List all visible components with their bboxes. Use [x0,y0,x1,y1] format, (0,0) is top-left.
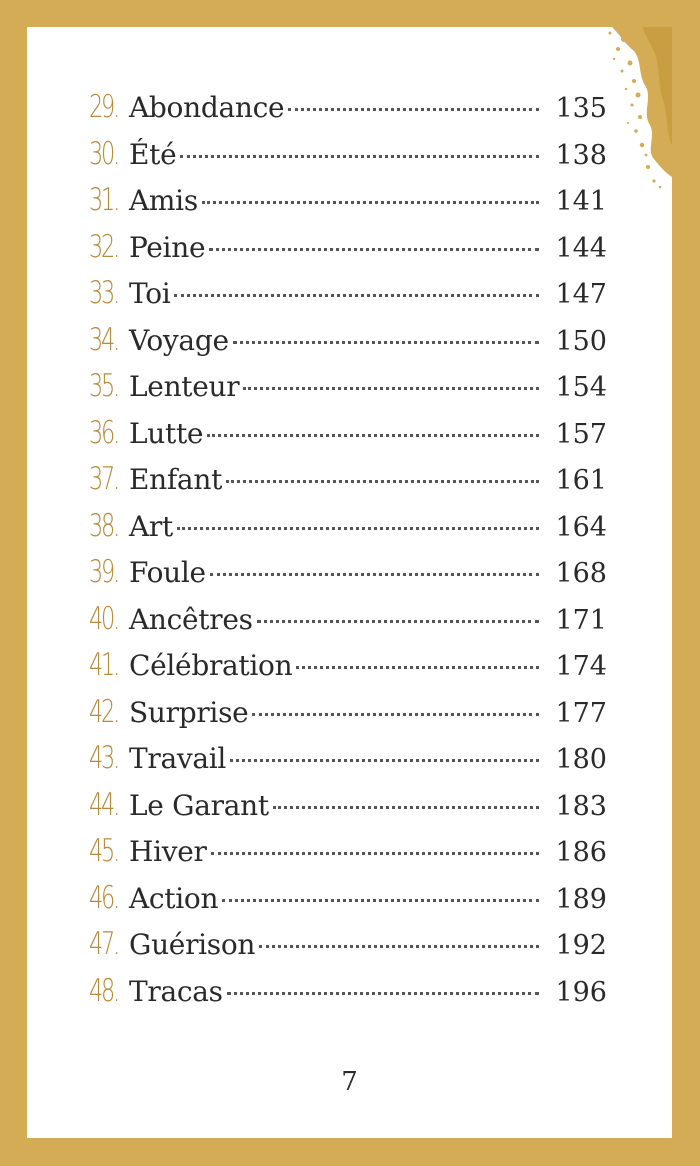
toc-entry[interactable] [89,601,607,647]
toc-dot-leader [210,573,539,576]
toc-entry-title: Hiver [129,835,207,868]
toc-entry[interactable] [89,275,607,321]
toc-entry-title: Toi [129,277,171,310]
toc-entry-number: 33. [89,275,119,311]
toc-entry[interactable] [89,647,607,693]
toc-entry-number: 34. [89,321,119,358]
toc-dot-leader [233,341,539,344]
toc-entry-title: Été [129,137,177,171]
toc-entry-number: 40. [89,600,119,637]
toc-entry-number: 41. [89,647,119,683]
book-page [27,27,672,1138]
toc-dot-leader [207,434,539,437]
toc-entry-page: 180 [555,744,607,775]
toc-entry-title: Foule [129,556,206,589]
toc-entry[interactable] [89,833,607,879]
toc-entry[interactable] [89,322,607,368]
toc-entry-title: Art [129,509,173,543]
toc-entry-page: 183 [555,790,607,822]
toc-dot-leader [177,527,539,530]
toc-entry-number: 32. [89,228,119,265]
toc-dot-leader [252,713,539,716]
toc-entry-number: 42. [89,693,119,730]
toc-entry-title: Lenteur [129,370,240,403]
toc-dot-leader [209,248,539,251]
toc-entry-page: 189 [555,883,607,915]
toc-dot-leader [273,806,539,809]
toc-entry-title: Lutte [129,416,204,450]
toc-entry[interactable] [89,368,607,414]
toc-entry[interactable] [89,880,607,926]
toc-entry-number: 35. [89,368,119,404]
toc-entry-page: 168 [555,558,607,589]
toc-entry-page: 157 [555,418,607,450]
toc-entry-page: 164 [555,511,607,543]
toc-entry-title: Surprise [129,695,249,729]
toc-dot-leader [230,759,539,762]
toc-entry-page: 174 [555,651,607,682]
toc-entry-title: Tracas [129,974,223,1008]
toc-dot-leader [174,294,539,297]
toc-entry-title: Action [129,881,219,915]
toc-dot-leader [259,945,539,948]
toc-dot-leader [226,480,539,483]
toc-entry-number: 36. [89,414,119,451]
toc-entry-page: 186 [555,837,607,868]
toc-entry-number: 46. [89,879,119,916]
page-number: 7 [341,1067,358,1097]
toc-entry[interactable] [89,508,607,554]
toc-entry[interactable] [89,787,607,833]
toc-dot-leader [227,992,539,995]
toc-entry-page: 144 [555,232,607,264]
toc-entry-number: 48. [89,972,119,1009]
toc-entry[interactable] [89,415,607,461]
toc-entry[interactable] [89,461,607,507]
toc-entry-page: 177 [555,697,607,729]
toc-entry-title: Célébration [129,649,293,682]
toc-entry-title: Voyage [129,323,229,357]
toc-entry-page: 161 [555,465,607,496]
toc-entry-number: 30. [89,135,119,172]
toc-entry[interactable] [89,182,607,228]
toc-entry-page: 196 [555,976,607,1008]
toc-entry-number: 44. [89,786,119,823]
toc-entry-page: 171 [555,604,607,636]
toc-dot-leader [211,852,539,855]
toc-entry-title: Peine [129,230,206,264]
toc-entry-page: 154 [555,372,607,403]
toc-entry-page: 135 [555,93,607,124]
toc-entry-number: 31. [89,182,119,218]
toc-dot-leader [243,387,539,390]
toc-dot-leader [202,201,539,204]
toc-entry[interactable] [89,740,607,786]
toc-dot-leader [296,666,539,669]
toc-entry-title: Guérison [129,928,256,961]
toc-entry[interactable] [89,694,607,740]
toc-entry-page: 147 [555,279,607,310]
toc-entry-number: 29. [89,89,119,125]
toc-entry-page: 192 [555,930,607,961]
toc-entry-page: 138 [555,139,607,171]
toc-entry[interactable] [89,926,607,972]
toc-entry-number: 39. [89,554,119,590]
toc-dot-leader [180,155,539,158]
toc-entry[interactable] [89,973,607,1019]
toc-entry-title: Travail [129,742,227,775]
toc-entry-number: 37. [89,461,119,497]
toc-entry-title: Abondance [129,91,285,124]
toc-entry-title: Enfant [129,463,223,496]
toc-dot-leader [288,108,539,111]
toc-entry-number: 43. [89,740,119,776]
toc-entry[interactable] [89,229,607,275]
toc-entry-title: Amis [129,184,198,217]
toc-entry-number: 47. [89,926,119,962]
toc-entry-title: Le Garant [129,788,269,822]
toc-entry[interactable] [89,554,607,600]
toc-entry[interactable] [89,89,607,135]
toc-entry-number: 38. [89,507,119,544]
toc-entry-number: 45. [89,833,119,869]
toc-dot-leader [222,899,539,902]
toc-entry[interactable] [89,136,607,182]
toc-entry-title: Ancêtres [129,602,253,636]
toc-dot-leader [257,620,539,623]
toc-entry-page: 141 [555,186,607,217]
toc-entry-page: 150 [555,325,607,357]
